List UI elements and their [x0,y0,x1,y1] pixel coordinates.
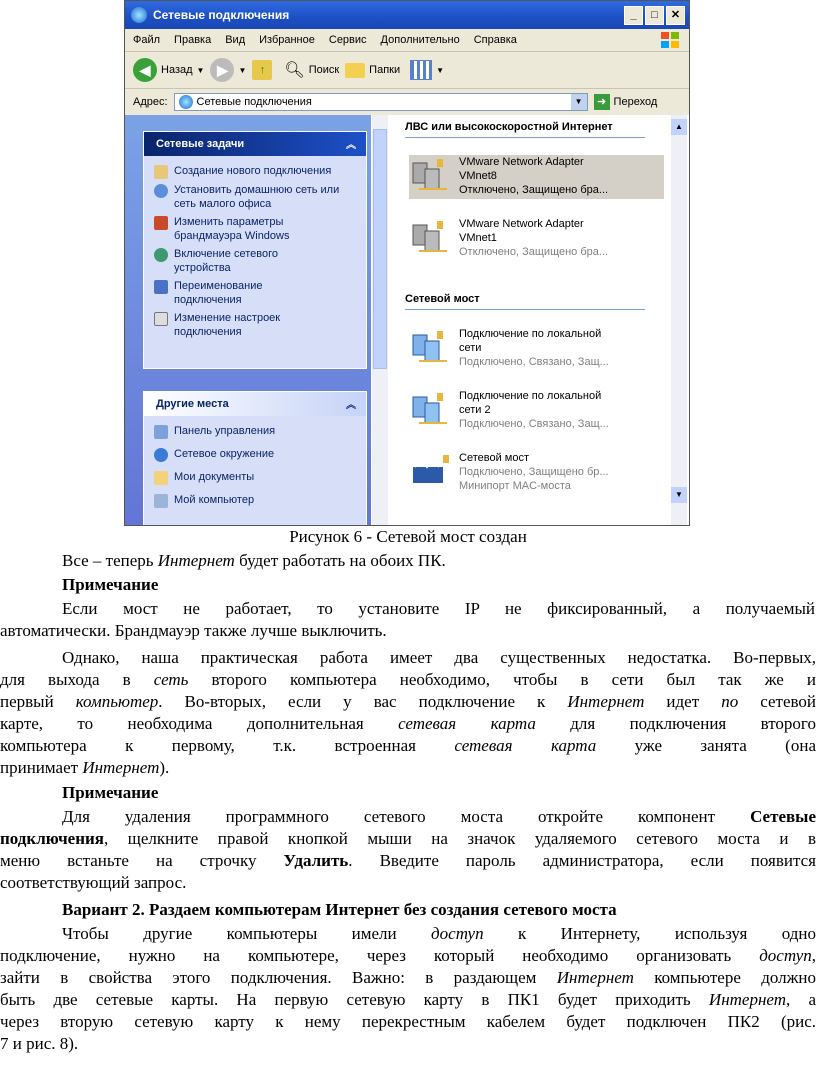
section-heading: Вариант 2. Раздаем компьютерам Интернет без создания сетевого моста [62,900,617,919]
minimize-button[interactable]: _ [624,6,643,25]
text: сетевой [738,692,816,711]
text-bold: Сетевые [750,807,816,826]
menu-edit[interactable]: Правка [174,34,212,46]
text: , а [786,990,816,1009]
search-button[interactable] [284,60,339,80]
address-input[interactable] [174,93,588,111]
task-pane [125,115,371,525]
group-bridge-header: Сетевой мост [405,293,480,305]
address-value: Сетевые подключения [196,96,312,108]
text-line: 7 и рис. 8). [0,1034,79,1053]
place-label: Мои документы [174,471,255,483]
task-label: Создание нового подключения [174,165,332,177]
toolbar [125,52,689,89]
go-arrow-icon: ➜ [594,94,610,110]
address-label: Адрес: [133,96,168,108]
text: Все – теперь [62,551,158,570]
other-places-panel [143,391,367,526]
network-tasks-panel [143,131,367,369]
text: принимает [0,758,83,777]
place-network-neighborhood[interactable] [144,445,366,468]
connection-item-vmnet8[interactable] [409,155,664,199]
local-connection-icon [409,327,453,371]
connection-name-2: сети 2 [459,404,491,416]
text: к Интернету, используя одно [483,924,816,943]
close-button[interactable]: ✕ [666,6,685,25]
text: для подключения второго [535,714,816,733]
other-places-title: Другие места [156,398,229,410]
scroll-down-icon[interactable]: ▼ [671,487,687,503]
paragraph-2 [0,598,815,642]
menu-favorites[interactable]: Избранное [259,34,315,46]
task-new-connection[interactable] [144,162,366,181]
text: второго компьютера необходимо, чтобы в сети был так же и [188,670,816,689]
text-italic: по [721,692,739,711]
text-italic: Интернет [567,692,645,711]
place-my-computer[interactable] [144,491,366,510]
chevron-down-icon: ▼ [196,65,205,75]
windows-logo-icon [659,31,681,49]
text: идет [644,692,722,711]
views-button[interactable] [410,60,444,80]
text: карте, то необходима дополнительная [0,714,399,733]
network-adapter-icon [409,155,453,199]
connection-name: Сетевой мост [459,452,529,464]
go-button[interactable] [594,94,658,110]
text-italic: сетевая карта [398,714,536,733]
group-divider [405,309,645,310]
title-bar [125,1,689,29]
scroll-up-icon[interactable]: ▲ [671,119,687,135]
network-connections-icon [179,95,193,109]
text-line: автоматически. Брандмауэр также лучше выключить. [0,621,387,640]
my-computer-icon [154,494,168,508]
network-tasks-header[interactable] [144,132,366,156]
connection-status: Подключено, Связано, Защ... [459,356,609,368]
task-enable-device[interactable] [144,245,366,277]
text: уже занята (она [596,736,816,755]
text: ). [159,758,170,777]
connection-item-local-2[interactable] [409,389,664,433]
connection-status: Подключено, Защищено бр... [459,466,609,478]
menu-bar [125,29,689,52]
firewall-icon [154,216,168,230]
text-italic: доступ [759,946,812,965]
folders-button[interactable] [345,63,400,78]
paragraph-5 [0,923,816,1055]
menu-advanced[interactable]: Дополнительно [380,34,460,46]
text: будет работать на обоих ПК. [234,551,446,570]
text: . Введите пароль администратора, если появится [348,851,816,870]
text: Для удаления программного сетевого моста откройте компонент [62,807,751,826]
network-device-icon [154,248,168,262]
paragraph-1 [62,550,816,572]
note-heading: Примечание [62,575,159,594]
search-icon: 🔍︎ [284,62,305,79]
views-icon [410,60,432,80]
text: быть две сетевые карты. На первую сетевую карту в ПК1 будет приходить [0,990,709,1009]
text-line: Однако, наша практическая работа имеет два существенных недостатка. Во-первых, [62,648,816,667]
figure-caption: Рисунок 6 - Сетевой мост создан [289,527,527,546]
network-connections-icon [131,7,147,23]
menu-view[interactable]: Вид [225,34,246,46]
forward-button[interactable] [210,58,246,82]
settings-icon [154,312,168,326]
text-italic: Интернет [82,758,160,777]
text-line: соответствующий запрос. [0,873,187,892]
network-neighborhood-icon [154,448,168,462]
text: для выхода в [0,670,154,689]
text-italic: сеть [153,670,189,689]
paragraph-4 [0,806,816,894]
address-bar [125,89,689,115]
home-network-icon [154,184,168,198]
task-firewall[interactable] [144,213,366,245]
address-dropdown-icon[interactable]: ▼ [571,94,587,110]
text: , щелкните правой кнопкой мыши на значок удаляемого сетевого моста и в [104,829,816,848]
connection-item-local[interactable] [409,327,664,371]
text-line: через вторую сетевую карту к нему перекрестным кабелем будет подключен ПК2 (рис. [0,1012,816,1031]
connection-name: Подключение по локальной [459,328,602,340]
up-folder-icon[interactable]: ↑ [252,60,272,80]
rename-icon [154,280,168,294]
connection-item-bridge[interactable] [409,451,664,495]
collapse-icon[interactable]: ︽ [346,400,356,411]
text-italic: доступ [431,924,484,943]
connection-name-2: VMnet8 [459,170,497,182]
connections-list [389,115,669,525]
connections-scrollbar[interactable] [671,115,687,525]
chevron-down-icon: ▼ [238,65,247,75]
network-tasks-title: Сетевые задачи [156,138,245,150]
menu-help[interactable]: Справка [473,34,517,46]
network-connections-window [124,0,690,526]
text-italic: Интернет [556,968,634,987]
text-italic: компьютер [75,692,159,711]
scrollbar-thumb[interactable] [373,129,387,369]
connection-item-vmnet1[interactable] [409,217,664,261]
place-label: Панель управления [174,425,276,437]
paragraph-3 [0,647,816,779]
text: , [811,946,816,965]
task-label: Установить домашнюю сеть или сеть малого офиса [174,184,340,210]
back-button[interactable] [133,58,204,82]
collapse-icon[interactable]: ︽ [346,140,356,151]
text: компьютере должно [633,968,816,987]
connection-name: VMware Network Adapter [459,218,584,230]
forward-arrow-icon: ▶ [210,58,234,82]
folders-label: Папки [369,64,401,76]
network-bridge-icon [409,451,453,495]
back-label: Назад [161,64,193,76]
text-bold: подключения [0,829,105,848]
connection-status: Отключено, Защищено бра... [459,184,609,196]
task-pane-scrollbar[interactable] [372,115,388,525]
text: зайти в свойства этого подключения. Важно: в раздающем [0,968,557,987]
place-control-panel[interactable] [144,422,366,445]
task-label: Включение сетевого устройства [174,248,278,274]
connection-name: VMware Network Adapter [459,156,584,168]
text: Чтобы другие компьютеры имели [62,924,432,943]
task-label: Переименование подключения [174,280,263,306]
local-connection-icon [409,389,453,433]
menu-tools[interactable]: Сервис [328,34,367,46]
group-divider [405,137,645,138]
control-panel-icon [154,425,168,439]
text-line: Если мост не работает, то установите IP не фиксированный, а получаемый [62,599,815,618]
text-bold: Удалить [283,851,349,870]
go-label: Переход [613,96,658,108]
connection-name-2: сети [459,342,482,354]
task-label: Изменить параметры брандмауэра Windows [174,216,290,242]
back-arrow-icon: ◀ [133,58,157,82]
text: . Во-вторых, если у вас подключение к [158,692,568,711]
place-my-documents[interactable] [144,468,366,491]
connection-status: Отключено, Защищено бра... [459,246,609,258]
connection-name: Подключение по локальной [459,390,602,402]
folder-icon [345,63,365,78]
menu-file[interactable]: Файл [133,34,161,46]
text-italic: Интернет [157,551,235,570]
group-lan-header: ЛВС или высокоскоростной Интернет [405,121,613,133]
place-label: Мой компьютер [174,494,255,506]
other-places-header[interactable] [144,392,366,416]
connection-status: Подключено, Связано, Защ... [459,418,609,430]
window-title: Сетевые подключения [153,8,290,22]
my-documents-icon [154,471,168,485]
window-content [125,115,689,525]
place-label: Сетевое окружение [174,448,275,460]
text: компьютера к первому, т.к. встроенная [0,736,455,755]
task-change-settings[interactable] [144,309,366,341]
new-connection-icon [154,165,168,179]
text-italic: сетевая карта [454,736,597,755]
connection-name-2: VMnet1 [459,232,497,244]
task-rename[interactable] [144,277,366,309]
text: меню встаньте на строчку [0,851,284,870]
note-heading: Примечание [62,783,159,802]
network-adapter-icon [409,217,453,261]
search-label: Поиск [308,64,340,76]
maximize-button[interactable]: □ [645,6,664,25]
connection-device: Минипорт MAC-моста [459,480,571,492]
text: подключение, нужно на компьютере, через который необходимо организовать [0,946,760,965]
text-italic: Интернет [708,990,786,1009]
task-label: Изменение настроек подключения [174,312,281,338]
task-home-network[interactable] [144,181,366,213]
chevron-down-icon: ▼ [436,65,445,75]
text: первый [0,692,76,711]
